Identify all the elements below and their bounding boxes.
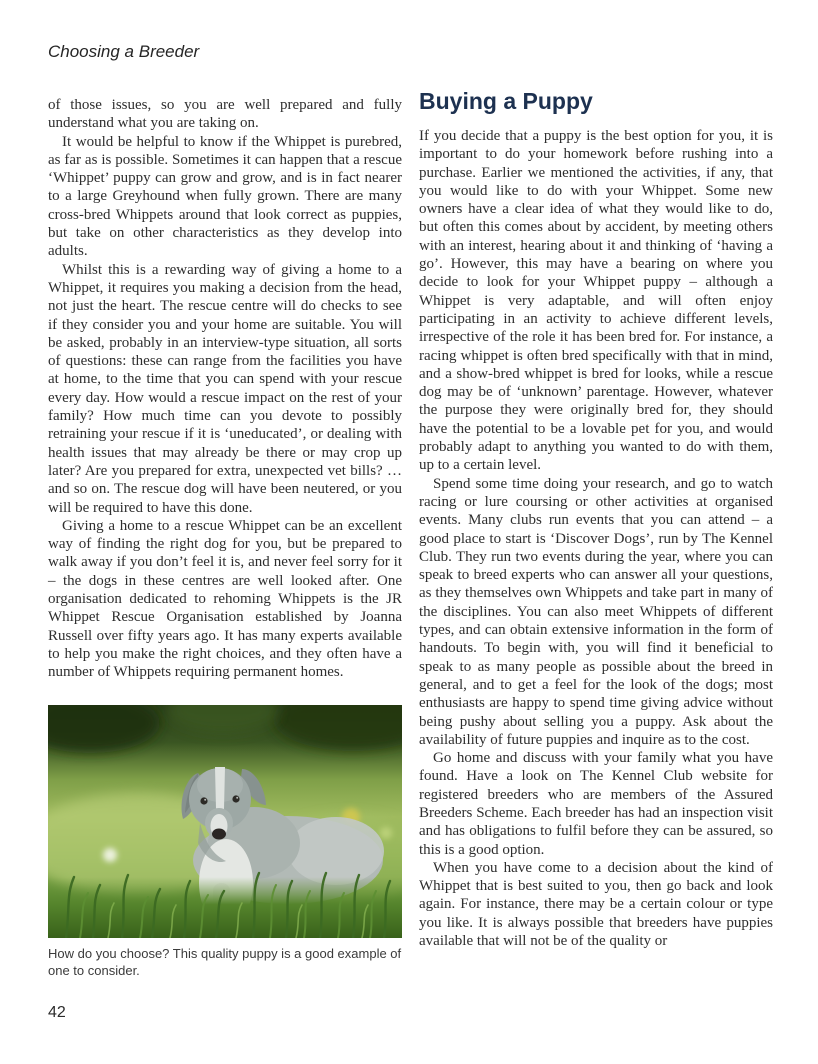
right-column	[419, 88, 773, 950]
photo-caption: How do you choose? This quality puppy is a good example of one to consider.	[48, 946, 402, 978]
paragraph: Whilst this is a rewarding way of giving a home to a Whippet, it requires you making a decision from the head, not just the heart. The rescue centre will do checks to see if they consider you and your home are suitable. You will be asked, probably in an interview-type situation, all sorts of questions: these can range from the facilities you have at home, to the time that you can spend with your rescue every day. How would a rescue impact on the rest of your family? How much time can you devote to possibly retraining your rescue if it is ‘uneducated’, or dealing with health issues that may already be there or may crop up later? Are you prepared for extra, unexpected vet bills? …and so on. The rescue dog will have been neutered, or you will be required to have this done.	[48, 261, 402, 516]
left-column	[48, 96, 402, 682]
paragraph: It would be helpful to know if the Whippet is purebred, as far as is possible. Sometimes it can happen that a rescue ‘Whippet’ puppy can grow and grow, and is in fact nearer to a large Greyhound when fully grown. There are many cross-bred Whippets around that look correct as puppies, but take on other characteristics as they develop into adults.	[48, 133, 402, 260]
paragraph: If you decide that a puppy is the best option for you, it is important to do your homework before rushing into a purchase. Earlier we mentioned the activities, if any, that you would like to do with your Whippet. Some new owners have a clear idea of what they would like to do, but often this comes about by accident, by meeting others with an interest, hearing about it and thinking of ‘having a go’. However, this may have a bearing on where you decide to look for your Whippet puppy – although a Whippet is very adaptable, and will often enjoy participating in an activity to achieve different levels, irrespective of the role it has been bred for. For instance, a racing whippet is often bred specifically with that in mind, and a show-bred whippet is bred for looks, while a rescue dog may be of ‘unknown’ parentage. However, whatever the purpose they were originally bred for, they should have the potential to be a lovable pet for you, and would probably adapt to anything you wanted to do with them, up to a certain level.	[419, 128, 773, 474]
page-number: 42	[48, 1004, 66, 1021]
paragraph: Giving a home to a rescue Whippet can be an excellent way of finding the right dog for you, but be prepared to walk away if you don’t feel it is, and never feel sorry for it – the dogs in these centres are well looked after. One organisation dedicated to rehoming Whippets is the JR Whippet Rescue Organisation established by Joanna Russell over fifty years ago. It has many experts available to help you make the right choices, and they often have a number of Whippets requiring permanent homes.	[48, 517, 402, 681]
section-heading: Buying a Puppy	[419, 88, 593, 114]
running-header: Choosing a Breeder	[48, 42, 200, 61]
paragraph: When you have come to a decision about the kind of Whippet that is best suited to you, then go back and look again. For instance, there may be a certain colour or type you like. It is always possible that breeders have puppies available that will not be of the quality or	[419, 859, 773, 950]
paragraph: Go home and discuss with your family what you have found. Have a look on The Kennel Club website for registered breeders who are members of the Assured Breeders Scheme. Each breeder has had an inspection visit and has obligations to fulfil before they can be assured, so this is a good option.	[419, 750, 773, 858]
puppy-photo-figure	[48, 705, 402, 938]
puppy-photo	[48, 705, 402, 938]
paragraph: Spend some time doing your research, and go to watch racing or lure coursing or other activities at organised events. Many clubs run events that you can attend – a good place to start is ‘Discover Dogs’, run by The Kennel Club. They run two events during the year, where you can speak to breed experts who can answer all your questions, as they themselves own Whippets and take part in many of the disciplines. You can also meet Whippets of different types, and can obtain extensive information in the form of handouts. To begin with, you will find it beneficial to speak to as many people as possible about the breed in general, and to get a feel for the look of the dogs; most enthusiasts are happy to spend time giving advice without being pushy about selling you a puppy. Ask about the availability of future puppies and inquire as to the cost.	[419, 475, 773, 748]
paragraph: of those issues, so you are well prepared and fully understand what you are taking on.	[48, 97, 402, 132]
